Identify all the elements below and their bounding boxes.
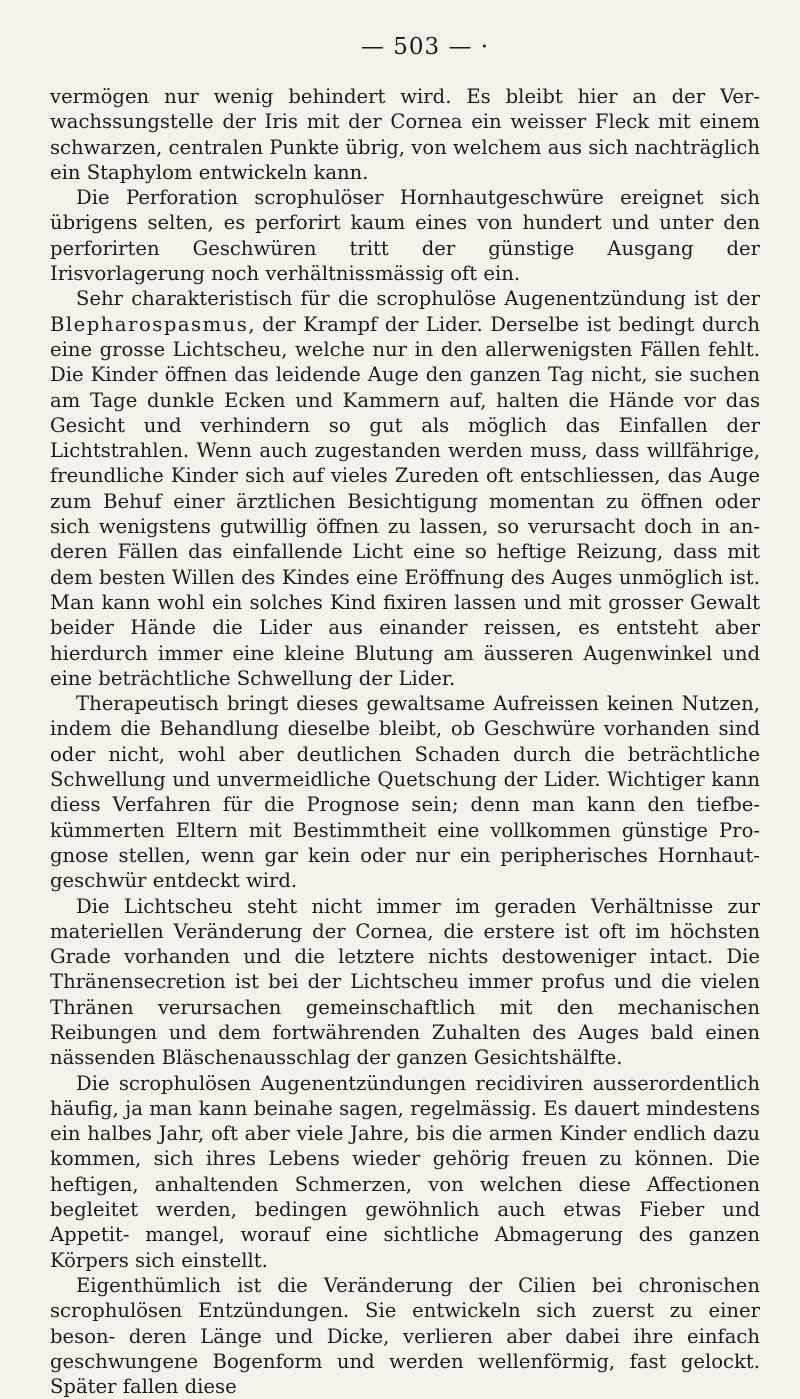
paragraph-1: vermögen nur wenig behindert wird. Es bleibt hier an der Ver- wachssungstelle der Iris mit der Cornea ein weisser Fleck mit einem schwarzen, centralen Punkte übrig, von welchem aus sich nachträglich ein Staphylom entwickeln kann.: [50, 85, 760, 184]
paragraph-3-rest: , der Krampf der Lider. Derselbe ist bedingt durch eine grosse Lichtscheu, welche nur in den allerwenigsten Fällen fehlt. Die Kinder öffnen das leidende Auge den ganzen Tag nicht, sie suchen am Tage dunkle Ecken und Kammern auf, halten die Hände vor das Gesicht und verhindern so gut als möglich das Einfallen der Lichtstrahlen. Wenn auch zugestanden werden muss, dass willfährige, freundliche Kinder sich auf vieles Zureden oft entschliessen, das Auge zum Behuf einer ärztlichen Besichtigung momentan zu öffnen oder sich wenigstens gutwillig öffnen zu lassen, so verursacht doch in an- deren Fällen das einfallende Licht eine so heftige Reizung, dass mit dem besten Willen des Kindes eine Eröffnung des Auges unmöglich ist. Man kann wohl ein solches Kind fixiren lassen und mit grosser Gewalt beider Hände die Lider aus einander reissen, es entsteht aber hierdurch immer eine kleine Blutung am äusseren Augenwinkel und eine beträchtliche Schwellung der Lider.: [50, 312, 760, 690]
paragraph-2: Die Perforation scrophulöser Hornhautgeschwüre ereignet sich übrigens selten, es perforirt kaum eines von hundert und unter den perforirten Geschwüren tritt der günstige Ausgang der Irisvorlagerung noch verhältnissmässig oft ein.: [50, 186, 760, 286]
paragraph-3: [50, 286, 760, 691]
term-blepharospasmus: Blepharospasmus: [50, 312, 249, 336]
paragraph-7: Eigenthümlich ist die Veränderung der Cilien bei chronischen scrophulösen Entzündungen. Sie entwickeln sich zuerst zu einer beson- deren Länge und Dicke, verlieren aber dabei ihre einfach geschwungene Bogenform und werden wellenförmig, fast gelockt. Später fallen diese: [50, 1273, 760, 1399]
paragraph-6: Die scrophulösen Augenentzündungen recidiviren ausserordentlich häufig, ja man kann beinahe sagen, regelmässig. Es dauert mindestens ein halbes Jahr, oft aber viele Jahre, bis die armen Kinder endlich dazu kommen, sich ihres Lebens wieder gehörig freuen zu können. Die heftigen, anhaltenden Schmerzen, von welchen diese Affectionen begleitet werden, bedingen gewöhnlich auch etwas Fieber und Appetit- mangel, worauf eine sichtliche Abmagerung des ganzen Körpers sich einstellt.: [50, 1071, 760, 1272]
paragraph-5: Die Lichtscheu steht nicht immer im geraden Verhältnisse zur materiellen Veränderung der Cornea, die erstere ist oft im höchsten Grade vorhanden und die letztere nichts destoweniger intact. Die Thränensecretion ist bei der Lichtscheu immer profus und die vielen Thränen verursachen gemeinschaftlich mit den mechanischen Reibungen und dem fortwährenden Zuhalten des Auges bald einen nässenden Bläschenausschlag der ganzen Gesichtshälfte.: [50, 894, 760, 1070]
body-text: [50, 84, 760, 1399]
paragraph-4: Therapeutisch bringt dieses gewaltsame Aufreissen keinen Nutzen, indem die Behandlung dieselbe bleibt, ob Geschwüre vorhanden sind oder nicht, wohl aber deutlichen Schaden durch die beträchtliche Schwellung und unvermeidliche Quetschung der Lider. Wichtiger kann diess Verfahren für die Prognose sein; denn man kann den tiefbe- kümmerten Eltern mit Bestimmtheit eine vollkommen günstige Pro- gnose stellen, wenn gar kein oder nur ein peripherisches Hornhaut- geschwür entdeckt wird.: [50, 692, 760, 893]
paragraph-3-intro: Sehr charakteristisch für die scrophulöse Augenentzündung ist der: [76, 287, 760, 311]
page-number: — 503 — ·: [360, 34, 490, 60]
